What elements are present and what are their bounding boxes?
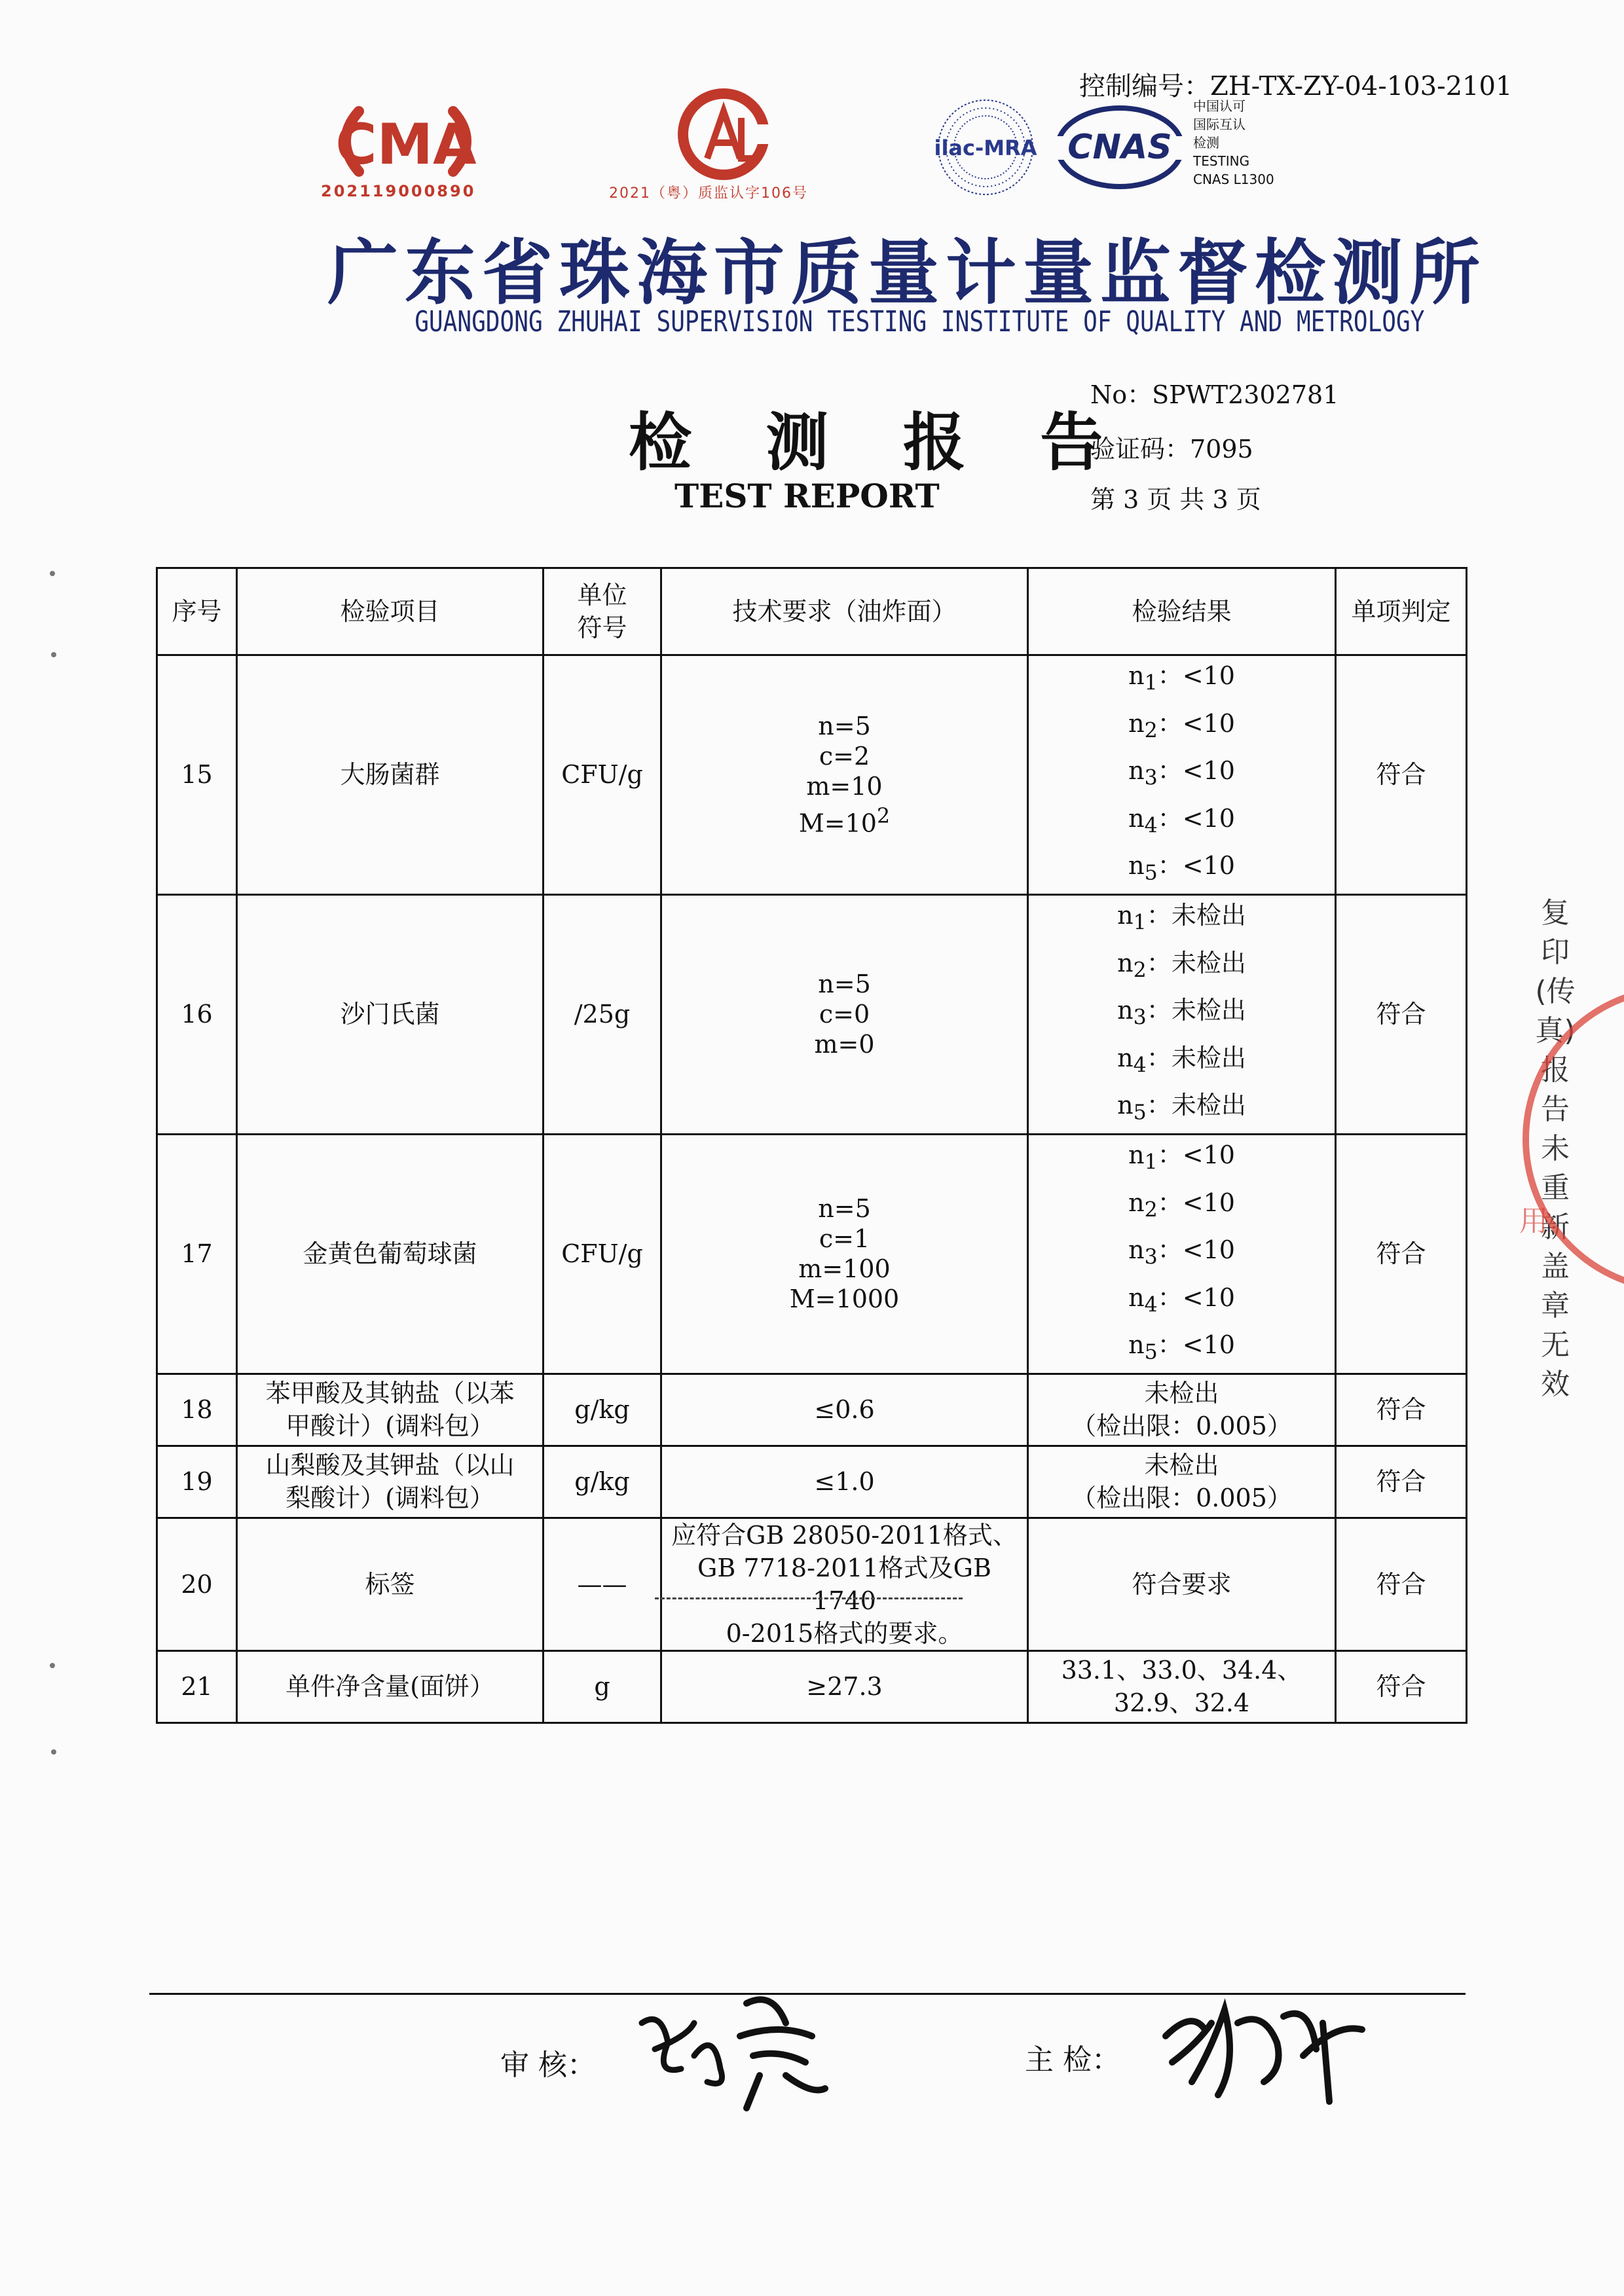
result-line xyxy=(1033,1085,1331,1133)
result-n: n xyxy=(1128,1235,1145,1265)
result-line xyxy=(1033,1278,1331,1326)
req-line: m=10 xyxy=(806,772,883,801)
cell-result xyxy=(1028,1374,1336,1446)
result-n: n xyxy=(1128,1283,1145,1312)
end-of-table-dashes xyxy=(655,1597,963,1599)
cnas-text-block xyxy=(1193,97,1274,189)
result-sub: 4 xyxy=(1133,1053,1147,1078)
result-n: n xyxy=(1117,1043,1134,1072)
item-line: 梨酸计）(调料包） xyxy=(286,1484,494,1513)
page-info: 第 3 页 共 3 页 xyxy=(1090,485,1261,514)
result-val: ：<10 xyxy=(1157,1235,1235,1265)
result-line: 未检出 xyxy=(1144,1451,1219,1480)
verify-code: 验证码：7095 xyxy=(1090,435,1253,464)
cell-unit: CFU/g xyxy=(544,655,661,895)
result-sub: 5 xyxy=(1144,1340,1158,1364)
cell-seq: 19 xyxy=(157,1446,237,1518)
req-line: 应符合GB 28050-2011格式、 xyxy=(671,1520,1018,1550)
result-sub: 4 xyxy=(1144,814,1158,838)
cell-result: 符合要求 xyxy=(1028,1518,1336,1650)
result-line: （检出限：0.005） xyxy=(1071,1412,1292,1441)
cell-seq: 15 xyxy=(157,655,237,895)
cell-judgement: 符合 xyxy=(1336,1374,1467,1446)
cell-unit: g xyxy=(544,1650,661,1722)
control-number: 控制编号：ZH-TX-ZY-04-103-2101 xyxy=(1079,71,1513,101)
result-sub: 2 xyxy=(1144,719,1158,743)
cnas-logo-text: CNAS xyxy=(1067,128,1172,167)
cnas-line: 国际互认 xyxy=(1193,117,1246,132)
table-row xyxy=(157,1518,1467,1650)
result-val: ：未检出 xyxy=(1146,900,1246,930)
cell-item: 金黄色葡萄球菌 xyxy=(237,1134,544,1374)
result-line xyxy=(1033,1038,1331,1086)
cal-cert-text: 2021（粤）质监认字106号 xyxy=(609,185,808,202)
cell-requirement xyxy=(661,655,1028,895)
item-line: 苯甲酸及其钠盐（以苯 xyxy=(265,1379,515,1408)
result-val: ：<10 xyxy=(1157,1188,1235,1217)
result-line xyxy=(1033,1183,1331,1231)
result-val: ：<10 xyxy=(1157,1283,1235,1312)
reviewer-signature xyxy=(629,1984,838,2115)
cnas-line: CNAS L1300 xyxy=(1193,172,1274,187)
inspector-label: 主 检： xyxy=(1025,2043,1120,2077)
cell-judgement: 符合 xyxy=(1336,1134,1467,1374)
cnas-line: TESTING xyxy=(1193,153,1250,169)
result-val: ：<10 xyxy=(1157,851,1235,881)
item-line: 山梨酸及其钾盐（以山 xyxy=(265,1451,515,1480)
table-row xyxy=(157,1374,1467,1446)
result-n: n xyxy=(1128,1330,1145,1360)
cell-result xyxy=(1028,1446,1336,1518)
result-val: ：<10 xyxy=(1157,803,1235,833)
cell-requirement xyxy=(661,1518,1028,1650)
result-line xyxy=(1033,1135,1331,1183)
result-val: ：未检出 xyxy=(1146,1043,1246,1072)
cell-unit: /25g xyxy=(544,894,661,1134)
req-line: m=0 xyxy=(814,1030,875,1059)
results-table xyxy=(156,567,1467,1724)
table-header-row xyxy=(157,568,1467,655)
cell-requirement xyxy=(661,894,1028,1134)
result-line: 未检出 xyxy=(1144,1379,1219,1408)
header-seq: 序号 xyxy=(157,568,237,655)
result-n: n xyxy=(1128,1188,1145,1217)
red-seal-stamp xyxy=(1493,982,1624,1296)
result-val: ：<10 xyxy=(1157,756,1235,786)
req-line: c=0 xyxy=(819,1000,870,1029)
ilac-mra-logo xyxy=(930,95,1041,200)
result-line xyxy=(1033,751,1331,799)
result-line xyxy=(1033,896,1331,943)
cell-seq: 21 xyxy=(157,1650,237,1722)
result-sub: 2 xyxy=(1144,1198,1158,1222)
cell-requirement xyxy=(661,1134,1028,1374)
result-sub: 1 xyxy=(1133,911,1147,935)
cell-result xyxy=(1028,655,1336,895)
cell-unit: —— xyxy=(544,1518,661,1650)
cell-item: 大肠菌群 xyxy=(237,655,544,895)
result-sub: 3 xyxy=(1144,766,1158,790)
result-sub: 1 xyxy=(1144,1150,1158,1175)
cma-number: 202119000890 xyxy=(321,182,476,200)
req-line: c=2 xyxy=(819,742,870,771)
result-sub: 4 xyxy=(1144,1293,1158,1317)
table-row xyxy=(157,894,1467,1134)
cell-judgement: 符合 xyxy=(1336,894,1467,1134)
result-sub: 1 xyxy=(1144,671,1158,695)
header-requirement: 技术要求（油炸面） xyxy=(661,568,1028,655)
cell-result xyxy=(1028,1134,1336,1374)
cell-judgement: 符合 xyxy=(1336,1518,1467,1650)
result-line xyxy=(1033,799,1331,847)
result-val: ：<10 xyxy=(1157,661,1235,690)
institute-name-cn: 广东省珠海市质量计量监督检测所 xyxy=(327,232,1487,314)
cell-result xyxy=(1028,1650,1336,1722)
header-item: 检验项目 xyxy=(237,568,544,655)
req-line: m=100 xyxy=(798,1254,891,1284)
req-last-sup: 2 xyxy=(876,805,891,829)
inspector-signature xyxy=(1153,1984,1375,2115)
result-val: ：<10 xyxy=(1157,708,1235,738)
result-line xyxy=(1033,1230,1331,1278)
result-n: n xyxy=(1117,948,1134,977)
req-line: 0-2015格式的要求。 xyxy=(726,1618,963,1648)
req-line: n=5 xyxy=(818,970,871,999)
cnas-logo xyxy=(1054,105,1185,190)
institute-name-en: GUANGDONG ZHUHAI SUPERVISION TESTING INSTITUTE OF QUALITY AND METROLOGY xyxy=(415,305,1425,338)
result-val: ：未检出 xyxy=(1146,948,1246,977)
result-sub: 3 xyxy=(1133,1006,1147,1030)
result-val: ：未检出 xyxy=(1146,996,1246,1025)
result-n: n xyxy=(1128,756,1145,786)
header-unit xyxy=(544,568,661,655)
cell-item xyxy=(237,1446,544,1518)
table-row xyxy=(157,1134,1467,1374)
result-val: ：未检出 xyxy=(1146,1091,1246,1120)
result-line xyxy=(1033,1325,1331,1373)
req-line xyxy=(666,801,1023,839)
cell-requirement: ≤0.6 xyxy=(661,1374,1028,1446)
result-val: ：<10 xyxy=(1157,1330,1235,1360)
cell-seq: 18 xyxy=(157,1374,237,1446)
req-line: n=5 xyxy=(818,1194,871,1224)
result-sub: 3 xyxy=(1144,1245,1158,1269)
result-line: （检出限：0.005） xyxy=(1071,1484,1292,1513)
result-line xyxy=(1033,656,1331,704)
result-n: n xyxy=(1128,803,1145,833)
cma-logo-text: CMA xyxy=(335,112,477,177)
cnas-line: 检测 xyxy=(1193,135,1219,151)
req-line: M=1000 xyxy=(789,1285,900,1314)
result-line xyxy=(1033,846,1331,894)
cell-item: 标签 xyxy=(237,1518,544,1650)
copy-invalid-notice: 复印(传真)报告未重新盖章无效 xyxy=(1535,896,1576,1401)
cell-judgement: 符合 xyxy=(1336,1650,1467,1722)
cma-logo xyxy=(327,98,485,190)
req-line: n=5 xyxy=(818,712,871,741)
result-n: n xyxy=(1128,851,1145,881)
cal-logo-text: CAL xyxy=(722,182,725,183)
result-line xyxy=(1033,704,1331,752)
scan-speck xyxy=(51,652,56,657)
red-seal-extra-text: 用 xyxy=(1519,1205,1548,1238)
cell-result xyxy=(1028,894,1336,1134)
table-row xyxy=(157,1650,1467,1722)
result-line xyxy=(1033,943,1331,991)
result-sub: 5 xyxy=(1144,861,1158,885)
cell-item: 单件净含量(面饼） xyxy=(237,1650,544,1722)
result-n: n xyxy=(1128,1140,1145,1169)
reviewer-label: 审 核： xyxy=(500,2049,596,2082)
scan-speck xyxy=(51,1749,56,1755)
cell-unit: CFU/g xyxy=(544,1134,661,1374)
header-judgement: 单项判定 xyxy=(1336,568,1467,655)
report-title-en: TEST REPORT xyxy=(674,477,940,515)
cell-unit: g/kg xyxy=(544,1446,661,1518)
result-n: n xyxy=(1117,1091,1134,1120)
cal-logo xyxy=(668,85,779,183)
result-line: 33.1、33.0、34.4、 xyxy=(1061,1656,1302,1685)
result-val: ：<10 xyxy=(1157,1140,1235,1169)
result-line xyxy=(1033,991,1331,1038)
report-number: No：SPWT2302781 xyxy=(1090,380,1339,409)
cnas-line: 中国认可 xyxy=(1193,98,1246,114)
cell-judgement: 符合 xyxy=(1336,655,1467,895)
req-line: GB 7718-2011格式及GB 1740 xyxy=(697,1553,991,1615)
table-row xyxy=(157,1446,1467,1518)
req-last: M=10 xyxy=(798,809,877,838)
header-unit-line2: 符号 xyxy=(577,613,627,642)
scan-speck xyxy=(50,1663,55,1668)
table-row xyxy=(157,655,1467,895)
result-n: n xyxy=(1117,900,1134,930)
cell-requirement: ≤1.0 xyxy=(661,1446,1028,1518)
cell-seq: 17 xyxy=(157,1134,237,1374)
result-n: n xyxy=(1117,996,1134,1025)
header-unit-line1: 单位 xyxy=(577,581,627,610)
result-line: 32.9、32.4 xyxy=(1113,1688,1250,1718)
scan-speck xyxy=(50,571,55,576)
result-sub: 2 xyxy=(1133,958,1147,983)
cell-requirement: ≥27.3 xyxy=(661,1650,1028,1722)
result-n: n xyxy=(1128,661,1145,690)
header-result: 检验结果 xyxy=(1028,568,1336,655)
report-title-cn: 检 测 报 告 xyxy=(629,405,1130,479)
result-n: n xyxy=(1128,708,1145,738)
result-sub: 5 xyxy=(1133,1101,1147,1125)
item-line: 甲酸计）(调料包） xyxy=(286,1412,494,1441)
cell-item: 沙门氏菌 xyxy=(237,894,544,1134)
cell-unit: g/kg xyxy=(544,1374,661,1446)
cell-seq: 16 xyxy=(157,894,237,1134)
ilac-logo-text: ilac-MRA xyxy=(934,136,1037,160)
cell-item xyxy=(237,1374,544,1446)
cell-seq: 20 xyxy=(157,1518,237,1650)
req-line: c=1 xyxy=(819,1224,870,1254)
cell-judgement: 符合 xyxy=(1336,1446,1467,1518)
